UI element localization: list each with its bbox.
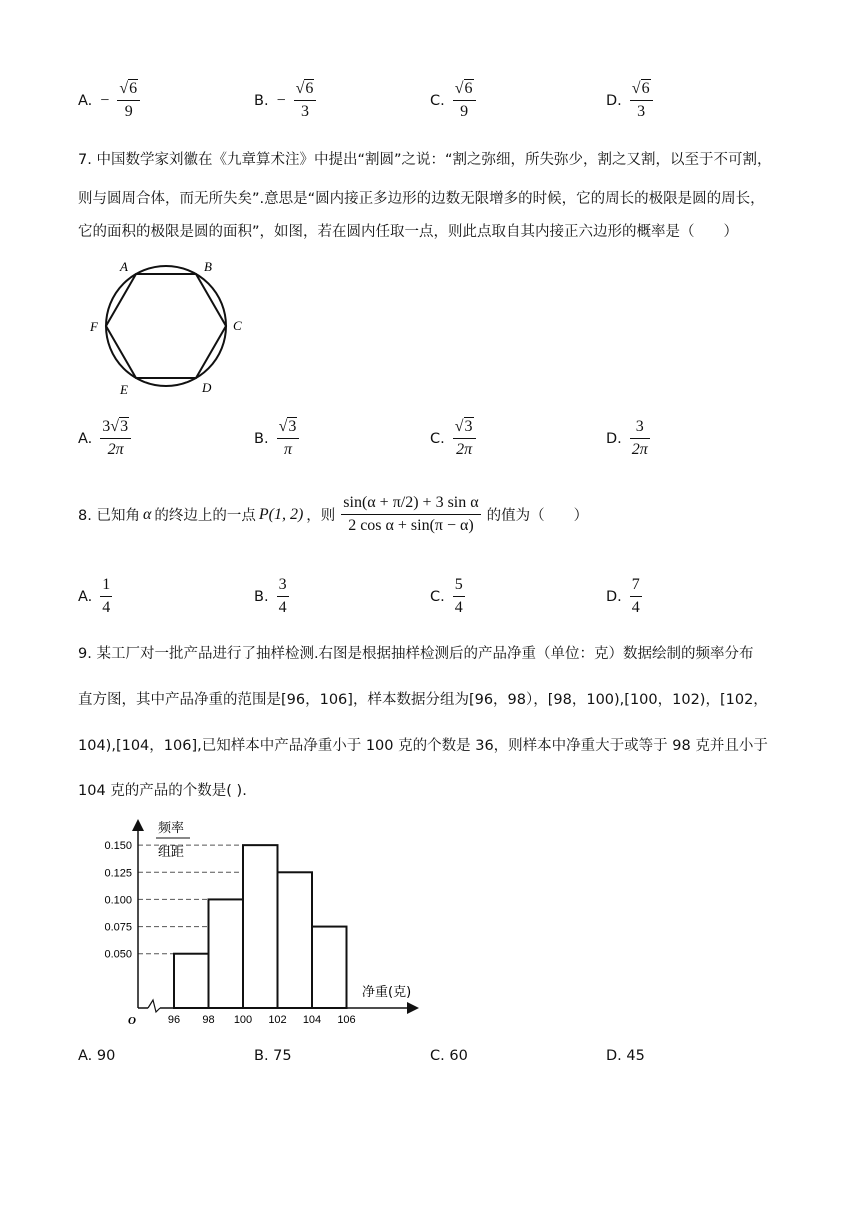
histogram-bar <box>312 927 347 1008</box>
fraction: $\frac{5}{4}$ <box>454 576 463 616</box>
y-tick-label: 0.125 <box>104 867 132 880</box>
vertex-b-label: B <box>204 259 212 274</box>
x-tick-label: 102 <box>268 1014 287 1026</box>
q8-option-c[interactable]: C. $\frac{5}{4}$ <box>430 574 465 619</box>
y-label-bottom: 组距 <box>158 845 185 860</box>
q8-option-d[interactable]: D. $\frac{7}{4}$ <box>606 574 642 619</box>
fraction: $\frac{√6}{9}$ <box>117 78 140 123</box>
hexagon <box>106 274 226 378</box>
q9-line-4: 104 克的产品的个数是( ). <box>78 783 247 799</box>
q6-options <box>78 78 778 124</box>
fraction: $\frac{3}{2\pi}$ <box>631 418 648 458</box>
x-tick-label: 100 <box>233 1014 253 1026</box>
axis-break <box>148 1000 160 1012</box>
y-tick-label: 0.050 <box>104 948 132 961</box>
histogram-bar <box>243 845 278 1008</box>
q7-option-a[interactable]: A. $\frac{3√3}{2\pi}$ <box>78 416 131 461</box>
x-tick-label: 106 <box>337 1014 356 1026</box>
fraction: $\frac{√3}{\pi}$ <box>277 416 300 461</box>
y-tick-label: 0.150 <box>104 840 132 853</box>
q9-line-2: 直方图，其中产品净重的范围是[96，106]，样本数据分组为[96，98），[98，100),[100，102)，[102， <box>78 692 768 708</box>
vertex-a-label: A <box>120 259 128 274</box>
y-tick-label: 0.075 <box>104 921 132 934</box>
vertex-d-label: D <box>202 380 212 395</box>
inscribed-hexagon-figure <box>84 256 264 400</box>
x-tick-label: 96 <box>167 1014 181 1026</box>
q6-option-a[interactable]: A. − $\frac{√6}{9}$ <box>78 78 140 123</box>
q7-line-1: 7. 中国数学家刘徽在《九章算术注》中提出“割圆”之说：“割之弥细，所失弥少，割之又割，以至于不可割， <box>78 152 772 168</box>
histogram-bar <box>278 872 313 1008</box>
fraction: $\frac{√6}{3}$ <box>294 78 317 123</box>
q8-options <box>78 574 778 620</box>
q9-option-b[interactable]: B. 75 <box>254 1048 292 1064</box>
vertex-e-label: E <box>120 382 128 397</box>
q6-option-c[interactable]: C. $\frac{√6}{9}$ <box>430 78 476 123</box>
q7-option-c[interactable]: C. $\frac{√3}{2\pi}$ <box>430 416 476 461</box>
fraction: $\frac{√6}{9}$ <box>453 78 476 123</box>
x-axis-label: 净重(克) <box>362 985 412 1000</box>
fraction: $\frac{7}{4}$ <box>631 576 640 616</box>
histogram-bar <box>209 899 244 1008</box>
q7-option-d[interactable]: D. $\frac{3}{2\pi}$ <box>606 416 650 461</box>
q7-options <box>78 416 778 466</box>
vertex-f-label: F <box>90 319 98 334</box>
q6-option-d[interactable]: D. $\frac{√6}{3}$ <box>606 78 653 123</box>
vertex-c-label: C <box>233 318 242 333</box>
q9-line-3: 104),[104，106],已知样本中产品净重小于 100 克的个数是 36，则样本中净重大于或等于 98 克并且小于 <box>78 738 768 754</box>
x-tick-label: 104 <box>302 1014 322 1026</box>
fraction: $\frac{3√3}{2\pi}$ <box>100 416 131 461</box>
q8-expression-fraction: $\frac{\text{sin(α + π/2) + 3 sin α}}{\text{2 cos α + sin(π − α)}}$ <box>343 494 479 534</box>
frequency-histogram <box>90 812 430 1034</box>
q6-option-b[interactable]: B. − $\frac{√6}{3}$ <box>254 78 316 123</box>
q8-option-b[interactable]: B. $\frac{3}{4}$ <box>254 574 289 619</box>
q8-option-a[interactable]: A. $\frac{1}{4}$ <box>78 574 112 619</box>
histogram-bar <box>174 954 209 1008</box>
fraction: $\frac{3}{4}$ <box>278 576 287 616</box>
y-label-top: 频率 <box>158 821 185 836</box>
q9-line-1: 9. 某工厂对一批产品进行了抽样检测.右图是根据抽样检测后的产品净重（单位：克）数据绘制的频率分布 <box>78 646 754 662</box>
q7-line-3: 它的面积的极限是圆的面积”，如图，若在圆内任取一点，则此点取自其内接正六边形的概率是（ ） <box>78 224 739 240</box>
q9-option-d[interactable]: D. 45 <box>606 1048 645 1064</box>
q7-line-2: 则与圆周合体，而无所失矣”.意思是“圆内接正多边形的边数无限增多的时候，它的周长的极限是圆的周长， <box>78 191 765 207</box>
circle <box>106 266 226 386</box>
origin-label: O <box>128 1015 136 1027</box>
q9-option-a[interactable]: A. 90 <box>78 1048 116 1064</box>
x-tick-label: 98 <box>202 1014 215 1026</box>
fraction: $\frac{√3}{2\pi}$ <box>453 416 476 461</box>
y-tick-label: 0.100 <box>104 894 132 907</box>
fraction: $\frac{√6}{3}$ <box>630 78 653 123</box>
fraction: $\frac{1}{4}$ <box>102 576 111 616</box>
q8-question: 8. 已知角 α 的终边上的一点 P(1, 2) ，则 $\frac{\text{sin(α + π/2) + 3 sin α}}{\text{2 cos α + sin(π − α)}}$ 的值为（ ） <box>78 492 588 537</box>
q9-options <box>78 1048 778 1072</box>
q9-option-c[interactable]: C. 60 <box>430 1048 468 1064</box>
q7-option-b[interactable]: B. $\frac{√3}{\pi}$ <box>254 416 299 461</box>
